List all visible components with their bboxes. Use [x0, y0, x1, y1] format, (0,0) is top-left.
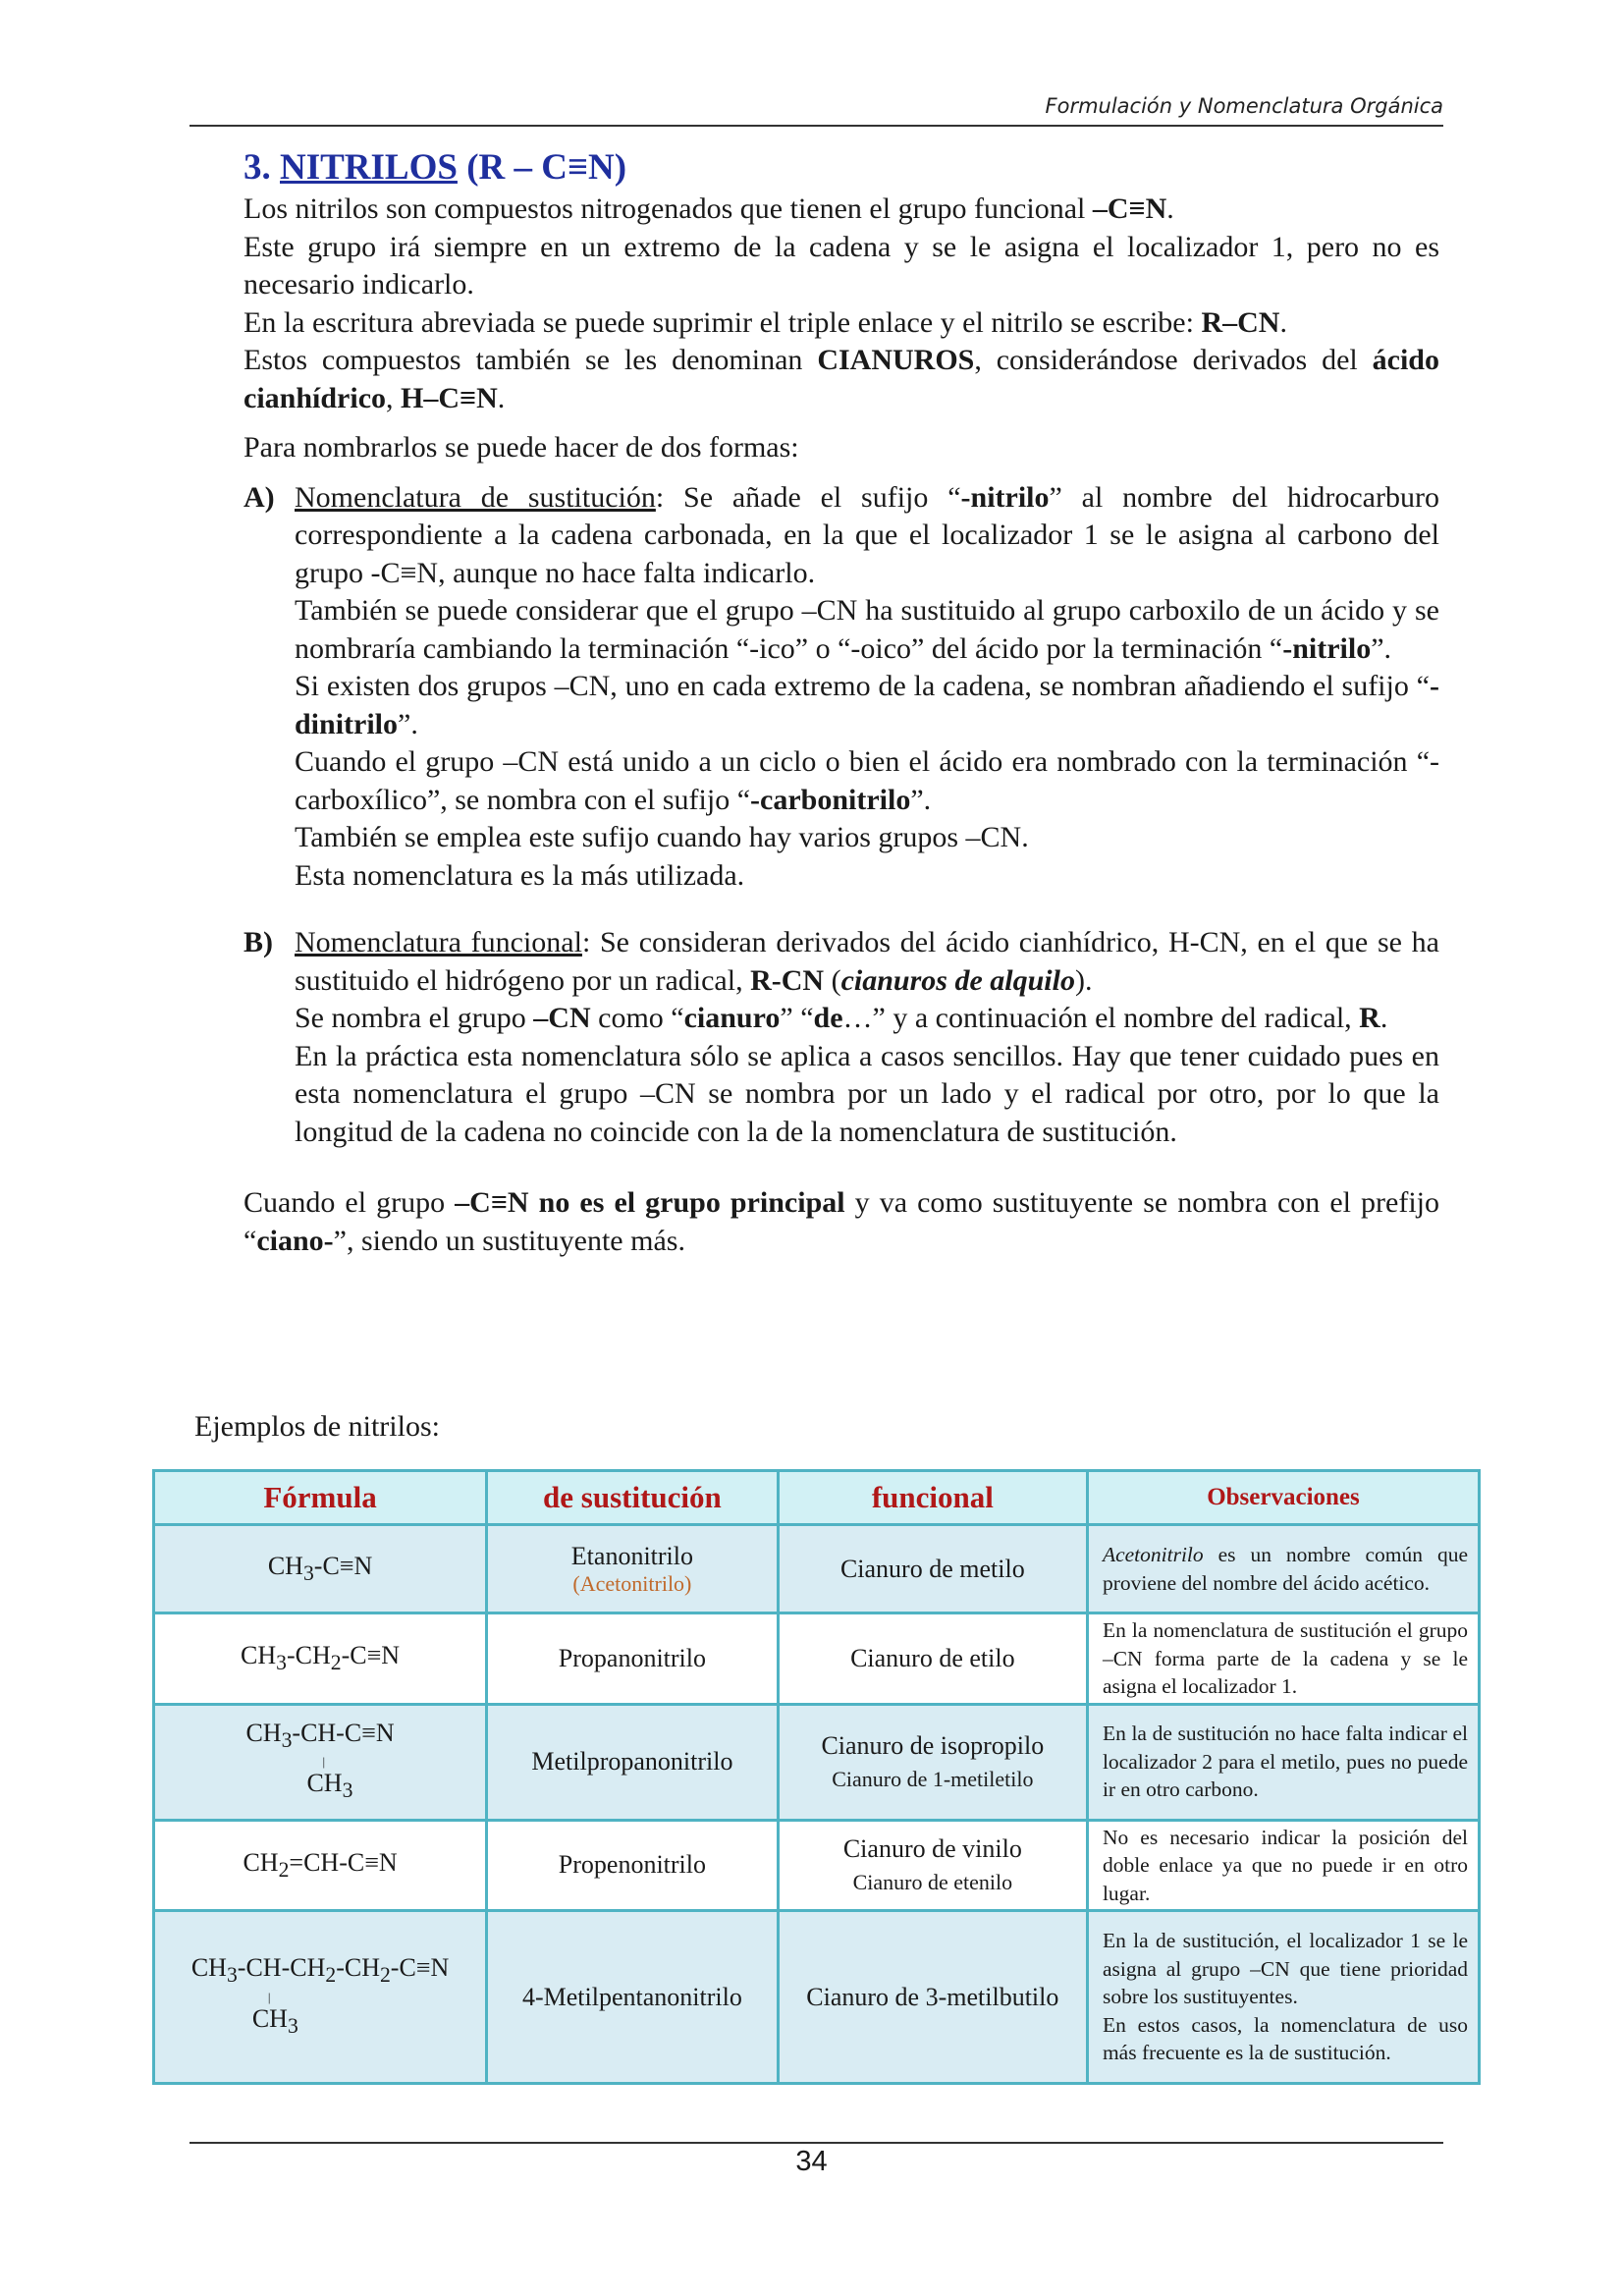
table-row: [154, 1525, 1480, 1613]
text-run: ”.: [398, 707, 418, 740]
text-run-bold: CIANUROS: [817, 344, 975, 376]
text-run-bold: -nitrilo: [960, 480, 1050, 514]
functional-alt-name: Cianuro de etenilo: [852, 1870, 1013, 1895]
table-row: [154, 1704, 1480, 1820]
text-run: ”, siendo un sustituyente más.: [333, 1224, 685, 1257]
text-run-bold-italic: cianuros de alquilo: [840, 963, 1075, 997]
functional-cell: Cianuro de etilo: [778, 1613, 1087, 1705]
text-run: .: [1166, 192, 1174, 225]
functional-name: Cianuro de isopropilo: [821, 1731, 1045, 1760]
column-header: Observaciones: [1087, 1471, 1479, 1525]
running-header: Formulación y Nomenclatura Orgánica: [1045, 94, 1443, 118]
intro-paragraph: [243, 191, 1439, 229]
examples-title: Ejemplos de nitrilos:: [194, 1410, 440, 1443]
method-paragraph: [295, 668, 1439, 743]
text-run-bold: de: [813, 1002, 843, 1034]
text-run: Cuando el grupo –CN está unido a un ciclo o bien el ácido era nombrado con la terminación “-carboxílico”, se nombra con el sufijo “: [295, 745, 1439, 816]
intro-paragraph: Para nombrarlos se puede hacer de dos formas:: [243, 431, 799, 464]
text-run: ).: [1074, 963, 1093, 997]
method-b: [243, 924, 1439, 1151]
functional-alt-name: Cianuro de 1-metiletilo: [832, 1767, 1034, 1791]
text-run: y va como sustituyente se nombra con el prefijo “: [243, 1186, 1439, 1257]
functional-cell: [778, 1704, 1087, 1820]
observation-text: En la de sustitución, el localizador 1 se le asigna al grupo –CN que tiene prioridad sobre los sustituyentes.: [1102, 1929, 1468, 2009]
table-row: [154, 1820, 1480, 1911]
table-row: [154, 1613, 1480, 1705]
method-paragraph: Esta nomenclatura es la más utilizada.: [295, 858, 745, 892]
text-run: .: [1279, 305, 1287, 339]
substitution-cell: Metilpropanonitrilo: [487, 1704, 779, 1820]
main-content: [243, 147, 1439, 1260]
intro-paragraph: [243, 304, 1439, 343]
method-letter: A): [243, 480, 275, 514]
method-a: [243, 479, 1439, 896]
text-run-bold: –C≡N: [1092, 192, 1167, 225]
formula-cell: $CH_3-CH-C\equiv N$ | $CH_3$: [154, 1704, 487, 1820]
text-run: Se nombra el grupo: [295, 1002, 534, 1034]
text-run-bold: -carbonitrilo: [750, 783, 911, 816]
observations-cell: En la de sustitución no hace falta indicar el localizador 2 para el metilo, pues no puede ir en otro carbono.: [1087, 1704, 1479, 1820]
text-run: , considerándose derivados del: [974, 344, 1373, 376]
section-title: [243, 147, 1439, 189]
method-title: Nomenclatura de sustitución: [295, 480, 656, 514]
text-run-bold: cianuro: [683, 1002, 781, 1034]
method-paragraph: [295, 592, 1439, 668]
text-run: ,: [386, 381, 402, 414]
table-row: [154, 1911, 1480, 2084]
functional-cell: Cianuro de metilo: [778, 1525, 1087, 1613]
text-run-bold: H–C≡N: [401, 381, 498, 414]
header-rule: [189, 125, 1443, 127]
text-run-bold: –C≡N no es el grupo principal: [455, 1186, 845, 1219]
text-run-bold: R: [1359, 1002, 1380, 1034]
text-run: es un nombre común que proviene del nombre del ácido acético.: [1102, 1543, 1468, 1595]
closing-paragraph: [243, 1184, 1439, 1260]
text-run-bold: R-CN: [750, 963, 825, 997]
text-run: ”.: [910, 783, 932, 816]
method-title: Nomenclatura funcional: [295, 926, 582, 958]
table-header-row: [154, 1471, 1480, 1525]
substitution-alt-name: (Acetonitrilo): [572, 1570, 692, 1596]
substitution-cell: Propenonitrilo: [487, 1820, 779, 1911]
column-header: Fórmula: [154, 1471, 487, 1525]
text-run: …” y a continuación el nombre del radical,: [842, 1002, 1360, 1034]
intro-paragraph: [243, 342, 1439, 417]
text-run: También se puede considerar que el grupo –CN ha sustituido al grupo carboxilo de un ácido y se nombraría cambiando la terminación “-ico” o “-oico” del ácido por la terminación “: [295, 594, 1439, 665]
text-run: Si existen dos grupos –CN, uno en cada extremo de la cadena, se nombran añadiendo el sufijo “: [295, 670, 1430, 702]
observations-cell: No es necesario indicar la posición del doble enlace ya que no puede ir en otro lugar.: [1087, 1820, 1479, 1911]
page-number: 34: [795, 2146, 828, 2177]
text-run: : Se consideran derivados del ácido cianhídrico, H-CN, en el que se ha sustituido el hidrógeno por un radical,: [295, 926, 1439, 997]
text-run-bold: -dinitrilo: [295, 670, 1439, 740]
text-run: ” al nombre del hidrocarburo correspondiente a la cadena carbonada, en la que el localizador 1 se le asigna al carbono del grupo -C≡N, aunque no hace falta indicarlo.: [295, 480, 1439, 589]
text-run: ” “: [780, 1002, 814, 1034]
formula-cell: $CH_2=CH-C\equiv N$: [154, 1820, 487, 1911]
method-paragraph: [295, 479, 1439, 593]
formula-cell: $CH_3-C\equiv N$: [154, 1525, 487, 1613]
intro-paragraph: Este grupo irá siempre en un extremo de la cadena y se le asigna el localizador 1, pero no es necesario indicarlo.: [243, 230, 1439, 301]
text-run-bold: ciano-: [256, 1224, 334, 1257]
method-paragraph: En la práctica esta nomenclatura sólo se aplica a casos sencillos. Hay que tener cuidado pues en esta nomenclatura el grupo –CN se nombra por un lado y el radical por otro, por lo que la longitud de la cadena no coincide con la de la nomenclatura de sustitución.: [295, 1039, 1439, 1148]
substitution-name: Etanonitrilo: [570, 1541, 693, 1570]
functional-name: Cianuro de vinilo: [842, 1834, 1022, 1864]
column-header: de sustitución: [487, 1471, 779, 1525]
text-run-bold: R–CN: [1201, 305, 1280, 339]
formula-cell: $CH_3-CH_2-C\equiv N$: [154, 1613, 487, 1705]
section-name: NITRILOS: [280, 147, 458, 188]
text-run: : Se añade el sufijo “: [655, 480, 961, 514]
text-run: Estos compuestos también se les denominan: [243, 344, 818, 376]
method-paragraph: [295, 924, 1439, 1000]
footer-rule: [189, 2142, 1443, 2144]
text-run-bold: -nitrilo: [1282, 631, 1372, 665]
substitution-cell: 4-Metilpentanonitrilo: [487, 1911, 779, 2084]
section-formula: (R – C≡N): [466, 147, 627, 188]
text-run-bold: –CN: [533, 1002, 591, 1034]
observations-cell: [1087, 1525, 1479, 1613]
examples-table: [152, 1469, 1481, 2085]
text-run: En la escritura abreviada se puede suprimir el triple enlace y el nitrilo se escribe:: [243, 305, 1202, 339]
observation-text: En estos casos, la nomenclatura de uso más frecuente es la de sustitución.: [1102, 2012, 1468, 2065]
method-letter: B): [243, 926, 273, 958]
functional-cell: Cianuro de 3-metilbutilo: [778, 1911, 1087, 2084]
method-paragraph: [295, 1000, 1439, 1038]
observations-cell: En la nomenclatura de sustitución el grupo –CN forma parte de la cadena y se le asigna el localizador 1.: [1087, 1613, 1479, 1705]
observations-cell: [1087, 1911, 1479, 2084]
column-header: funcional: [778, 1471, 1087, 1525]
method-paragraph: También se emplea este sufijo cuando hay varios grupos –CN.: [295, 821, 1029, 853]
text-run: como “: [590, 1002, 684, 1034]
text-run: Cuando el grupo: [243, 1186, 456, 1219]
text-run: .: [1380, 1002, 1388, 1034]
substitution-cell: [487, 1525, 779, 1613]
formula-cell: $CH_3-CH-CH_2-CH_2-C\equiv N$ | $CH_3$: [154, 1911, 487, 2084]
text-run: .: [497, 381, 506, 414]
text-run-bold: ácido cianhídrico: [243, 344, 1439, 414]
text-run: (: [824, 963, 841, 997]
section-number: 3.: [243, 147, 271, 188]
substitution-cell: Propanonitrilo: [487, 1613, 779, 1705]
text-run: ”.: [1371, 631, 1392, 665]
functional-cell: [778, 1820, 1087, 1911]
text-run-italic: Acetonitrilo: [1102, 1543, 1204, 1566]
method-paragraph: [295, 743, 1439, 819]
text-run: Los nitrilos son compuestos nitrogenados que tienen el grupo funcional: [243, 192, 1093, 225]
